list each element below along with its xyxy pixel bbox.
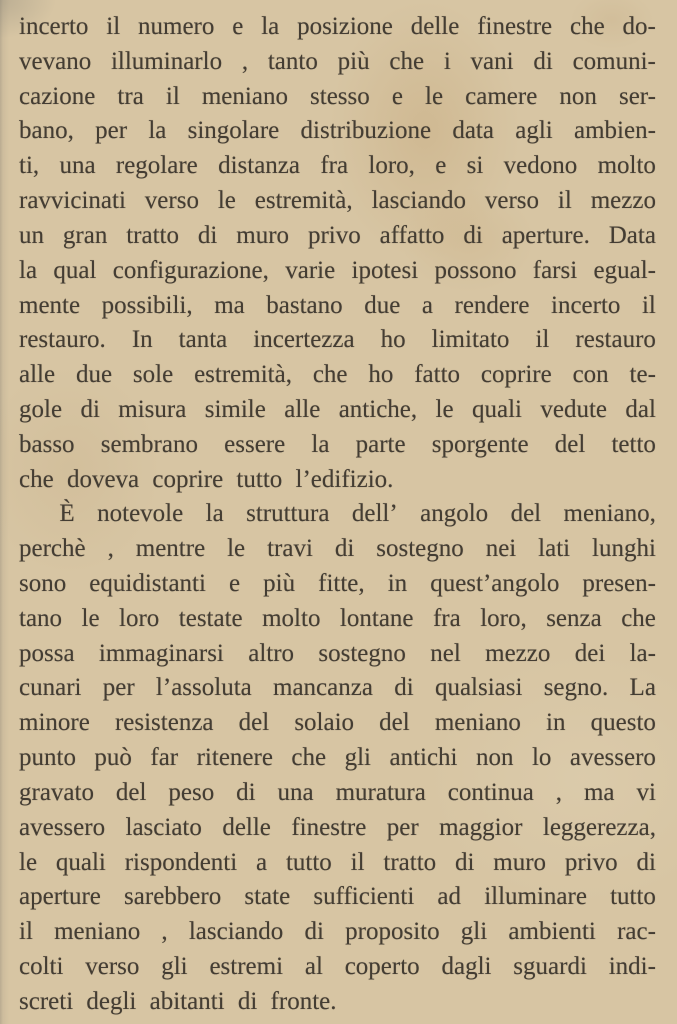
text-line-paragraph-start: È notevole la struttura dell’ angolo del meniano, xyxy=(59,500,656,528)
text-line-paragraph-end: screti degli abitanti di fronte. xyxy=(19,987,337,1015)
text-line: incerto il numero e la posizione delle finestre che do- xyxy=(19,13,656,40)
text-line: mente possibili, ma bastano due a rendere incerto il xyxy=(19,291,656,319)
text-line: cunari per l’assoluta mancanza di qualsiasi segno. La xyxy=(19,674,656,702)
text-line: avessero lasciato delle finestre per maggior leggerezza, xyxy=(19,813,656,841)
text-line: un gran tratto di muro privo affatto di aperture. Data xyxy=(19,221,656,249)
text-line: colti verso gli estremi al coperto dagli sguardi indi- xyxy=(19,952,656,980)
text-line: basso sembrano essere la parte sporgente del tetto xyxy=(19,430,656,458)
text-line: vevano illuminarlo , tanto più che i vani di comuni- xyxy=(19,47,656,75)
text-line: gole di misura simile alle antiche, le quali vedute dal xyxy=(19,395,656,423)
text-line: la qual configurazione, varie ipotesi possono farsi egual- xyxy=(19,256,656,284)
text-line: sono equidistanti e più fitte, in quest’angolo presen- xyxy=(19,570,656,597)
text-line: perchè , mentre le travi di sostegno nei lati lunghi xyxy=(19,535,656,563)
text-line: restauro. In tanta incertezza ho limitato il restauro xyxy=(19,326,656,354)
text-line: il meniano , lasciando di proposito gli ambienti rac- xyxy=(19,918,656,946)
text-line: aperture sarebbero state sufficienti ad illuminare tutto xyxy=(19,883,656,911)
text-line: cazione tra il meniano stesso e le camere non ser- xyxy=(19,82,656,110)
text-line: le quali rispondenti a tutto il tratto di muro privo di xyxy=(19,848,656,876)
text-line-paragraph-end: che doveva coprire tutto l’edifizio. xyxy=(19,465,394,493)
text-line: tano le loro testate molto lontane fra loro, senza che xyxy=(19,604,656,632)
page-text-block xyxy=(19,10,656,1020)
text-line: ti, una regolare distanza fra loro, e si vedono molto xyxy=(19,152,656,180)
text-line: punto può far ritenere che gli antichi non lo avessero xyxy=(19,744,656,772)
text-line: minore resistenza del solaio del meniano in questo xyxy=(19,709,656,737)
text-line: gravato del peso di una muratura continua , ma vi xyxy=(19,778,656,806)
text-line: bano, per la singolare distribuzione data agli ambien- xyxy=(19,117,656,145)
text-line: ravvicinati verso le estremità, lasciando verso il mezzo xyxy=(19,187,656,215)
text-line: possa immaginarsi altro sostegno nel mezzo dei la- xyxy=(19,639,656,667)
text-line: alle due sole estremità, che ho fatto coprire con te- xyxy=(19,361,656,389)
